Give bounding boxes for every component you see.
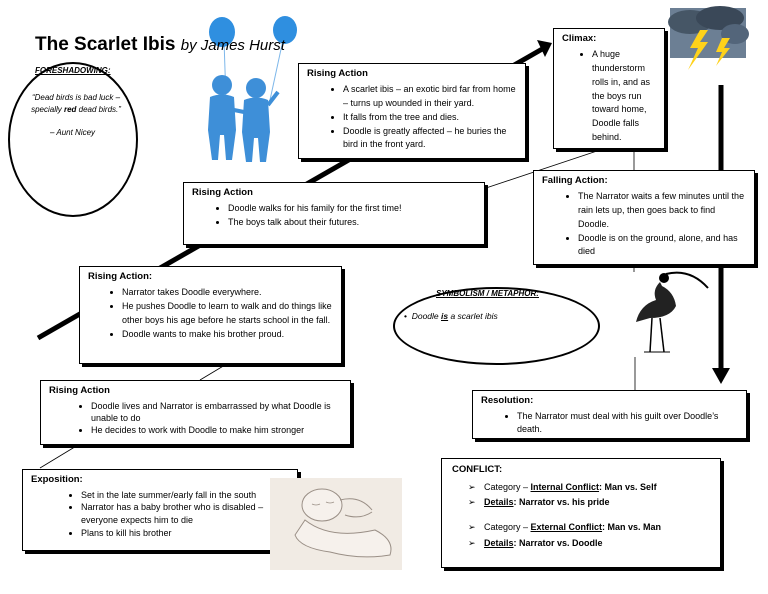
- page-title: [35, 34, 285, 56]
- symbolism-text: • Doodle is a scarlet ibis: [404, 311, 498, 321]
- rising-action-heading: Rising Action: [192, 187, 253, 198]
- foreshadowing-oval: [8, 62, 138, 217]
- connector-line: [200, 365, 225, 380]
- symbolism-oval: [393, 287, 600, 365]
- rising-action-heading: Rising Action: [49, 385, 110, 396]
- symbolism-heading: SYMBOLISM / METAPHOR:: [436, 289, 539, 298]
- rising-action-heading: Rising Action:: [88, 271, 153, 282]
- title-author: by James Hurst: [180, 37, 285, 54]
- connector-line: [40, 445, 78, 468]
- list-item: • Doodle is greatly affected – he buries the bird in the front yard.: [343, 125, 517, 153]
- rising-action-box-1: [298, 63, 526, 159]
- foreshadowing-heading: FORESHADOWING:: [35, 66, 111, 75]
- conflict-heading: CONFLICT:: [452, 464, 503, 475]
- rising-action-box-4: [40, 380, 351, 445]
- storm-image: [668, 6, 749, 70]
- list-item: • Doodle wants to make his brother proud.: [122, 328, 333, 342]
- foreshadowing-attribution: – Aunt Nicey: [50, 128, 96, 137]
- falling-arrowhead: [712, 368, 730, 384]
- list-item: • Narrator takes Doodle everywhere.: [122, 286, 333, 300]
- exposition-heading: Exposition:: [31, 474, 83, 485]
- list-item: • It falls from the tree and dies.: [343, 111, 517, 125]
- list-item: • The Narrator waits a few minutes until the rain lets up, then goes back to find Doodle.: [578, 190, 746, 232]
- list-item: • Doodle lives and Narrator is embarrassed by what Doodle is unable to do: [91, 400, 342, 424]
- list-item: • He pushes Doodle to learn to walk and do things like other boys his age before he starts school in the fall.: [122, 300, 333, 328]
- ibis-image: [636, 273, 708, 352]
- list-item: • Doodle is on the ground, alone, and has died: [578, 232, 746, 260]
- conflict-box: [441, 458, 721, 568]
- rising-action-heading: Rising Action: [307, 68, 368, 79]
- list-item: • Set in the late summer/early fall in the south: [81, 489, 289, 502]
- conflict-row: ➢ Category – External Conflict: Man vs. Man: [484, 520, 710, 535]
- conflict-row: ➢ Category – Internal Conflict: Man vs. Self: [484, 480, 710, 495]
- list-item: • A scarlet ibis – an exotic bird far from home – turns up wounded in their yard.: [343, 83, 517, 111]
- conflict-row: ➢ Details: Narrator vs. Doodle: [484, 536, 710, 551]
- title-main: The Scarlet Ibis: [35, 34, 176, 55]
- list-item: • Plans to kill his brother: [81, 527, 289, 540]
- rising-action-box-3: [79, 266, 342, 364]
- list-item: • The Narrator must deal with his guilt over Doodle’s death.: [517, 410, 738, 436]
- rising-action-box-2: [183, 182, 485, 245]
- list-item: • A huge thunderstorm rolls in, and as the boys run toward home, Doodle falls behind.: [592, 48, 660, 146]
- climax-heading: Climax:: [562, 33, 597, 44]
- foreshadowing-quote: “Dead birds is bad luck – specially red dead birds.”: [31, 93, 121, 114]
- conflict-row: ➢ Details: Narrator vs. his pride: [484, 495, 710, 510]
- list-item: • Doodle walks for his family for the first time!: [228, 202, 476, 216]
- resolution-box: [472, 390, 747, 439]
- list-item: • The boys talk about their futures.: [228, 216, 476, 230]
- falling-action-box: [533, 170, 755, 265]
- resolution-heading: Resolution:: [481, 395, 534, 406]
- list-item: • He decides to work with Doodle to make him stronger: [91, 424, 342, 436]
- list-item: • Narrator has a baby brother who is disabled – everyone expects him to die: [81, 501, 289, 526]
- falling-action-heading: Falling Action:: [542, 175, 608, 186]
- exposition-box: [22, 469, 298, 551]
- climax-box: [553, 28, 665, 149]
